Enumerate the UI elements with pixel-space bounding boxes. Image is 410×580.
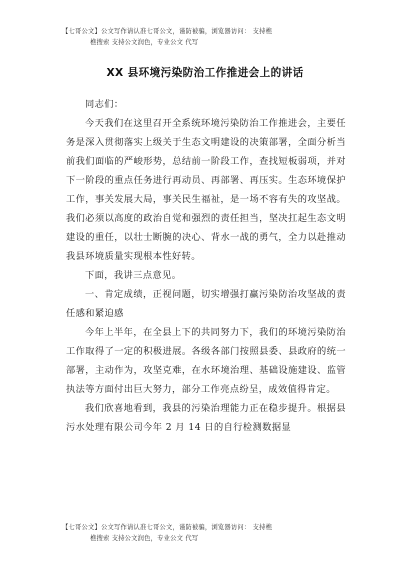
document-body bbox=[66, 95, 346, 437]
paragraph-intro: 今天我们在这里召开全系统环境污染防治工作推进会，主要任务是深入贯彻落实上级关于生态文明建设的决策部署，全面分析当前我们面临的严峻形势，总结前一阶段工作，查找短板弱项，并对下一阶段的重点任务进行再动员、再部署、再压实。生态环境保护工作，事关发展大局，事关民生福祉，是一场不容有失的攻坚战。我们必须以高度的政治自觉和强烈的责任担当，坚决扛起生态文明建设的重任，以壮士断腕的决心、背水一战的勇气，全力以赴推动我县环境质量实现根本性好转。 bbox=[66, 118, 346, 262]
footer-line-1: 【七哥公文】公文写作请认准七哥公文，谨防被骗，浏览器访问： 支持樵 bbox=[62, 524, 273, 531]
header-line-1: 【七哥公文】公文写作请认准七哥公文，谨防被骗，浏览器访问： 支持樵 bbox=[62, 28, 273, 35]
header-line-2: 樵搜索 支持公文润色，专业公文 代写 bbox=[90, 39, 199, 46]
paragraph-progress: 我们欣喜地看到，我县的污染治理能力正在稳步提升。根据县污水处理有限公司今年 2 月 14 日的自行检测数据显 bbox=[66, 403, 346, 433]
paragraph-achievements: 今年上半年，在全县上下的共同努力下，我们的环境污染防治工作取得了一定的积极进展。各级各部门按照县委、县政府的统一部署，主动作为，攻坚克难，在水环境治理、基础设施建设、监管执法等方面付出巨大努力，部分工作亮点纷呈，成效值得肯定。 bbox=[66, 327, 346, 395]
page-footer bbox=[62, 522, 272, 544]
section-heading-1: 一、肯定成绩，正视问题，切实增强打赢污染防治攻坚战的责任感和紧迫感 bbox=[66, 289, 346, 319]
footer-line-2: 樵搜索 支持公文润色，专业公文 代写 bbox=[90, 535, 199, 542]
paragraph-outline: 下面，我讲三点意见。 bbox=[85, 270, 182, 281]
salutation: 同志们： bbox=[85, 99, 124, 110]
document-title: XX 县环境污染防治工作推进会上的讲话 bbox=[106, 67, 304, 79]
page-header bbox=[62, 26, 272, 48]
